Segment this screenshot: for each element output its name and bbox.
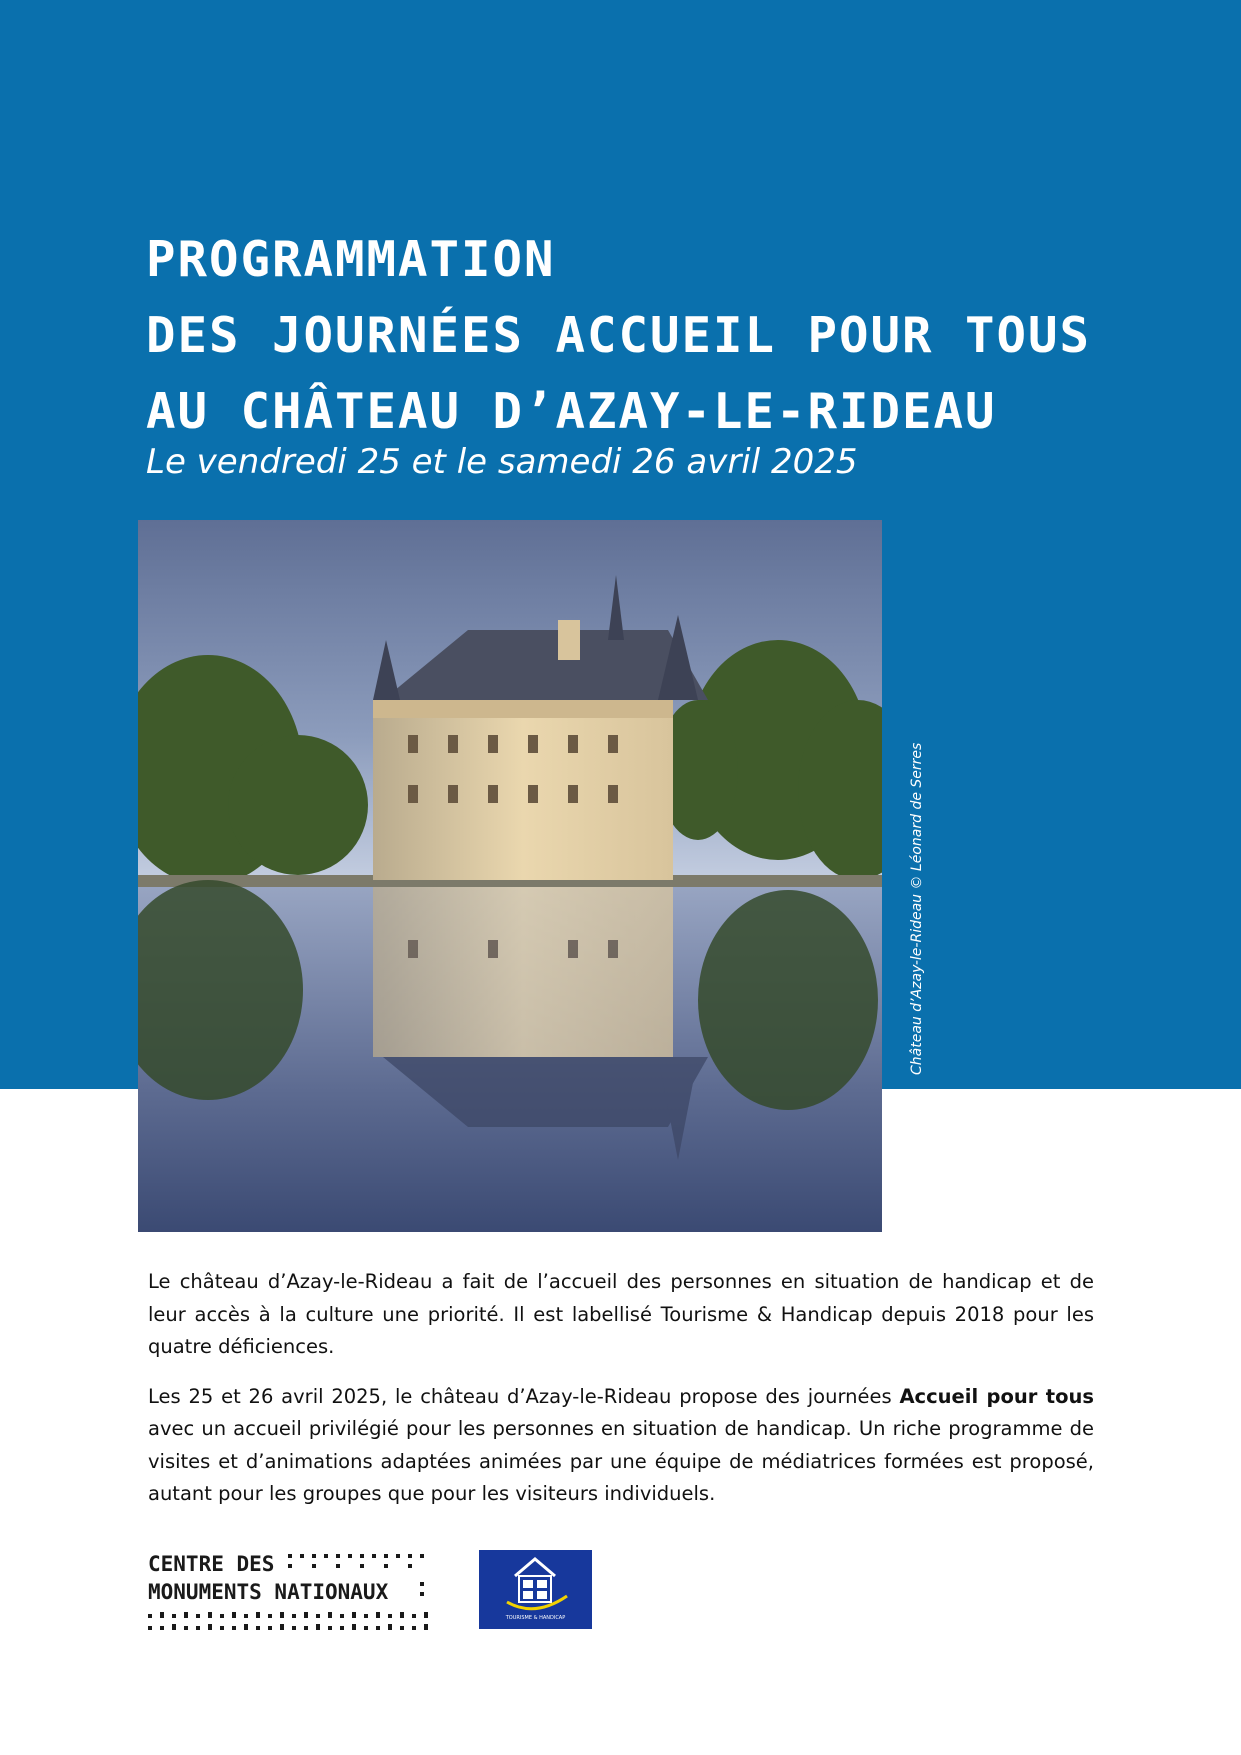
event-dates: Le vendredi 25 et le samedi 26 avril 2025 — [146, 442, 858, 482]
title-line-1: PROGRAMMATION — [146, 231, 556, 288]
page-title — [146, 222, 1146, 450]
cmn-logo-line-2: MONUMENTS NATIONAUX — [148, 1580, 389, 1604]
paragraph-program-end: avec un accueil privilégié pour les personnes en situation de handicap. Un riche programme de visites et d’animations adaptées animées par une équipe de médiatrices formées est proposé, autant pour les groupes que pour les visiteurs individuels. — [148, 1417, 1094, 1505]
tourisme-handicap-caption: TOURISME & HANDICAP — [505, 1615, 566, 1621]
cmn-logo-line-1: CENTRE DES — [148, 1552, 275, 1576]
paragraph-program — [148, 1381, 1094, 1511]
tourisme-handicap-logo — [479, 1550, 592, 1629]
title-line-2: DES JOURNÉES ACCUEIL POUR TOUS — [146, 307, 1092, 364]
title-line-3: AU CHÂTEAU D’AZAY-LE-RIDEAU — [146, 383, 997, 440]
paragraph-program-start: Les 25 et 26 avril 2025, le château d’Azay-le-Rideau propose des journées — [148, 1384, 900, 1408]
body-text — [148, 1266, 1094, 1528]
photo-credit: Château d’Azay-le-Rideau © Léonard de Serres — [909, 742, 925, 1075]
chateau-photo — [138, 520, 882, 1232]
paragraph-intro: Le château d’Azay-le-Rideau a fait de l’accueil des personnes en situation de handicap et de leur accès à la culture une priorité. Il est labellisé Tourisme & Handicap depuis 2018 pour les quatre déficiences. — [148, 1270, 1094, 1358]
event-name-bold: Accueil pour tous — [899, 1384, 1094, 1408]
cmn-logo — [140, 1540, 460, 1640]
